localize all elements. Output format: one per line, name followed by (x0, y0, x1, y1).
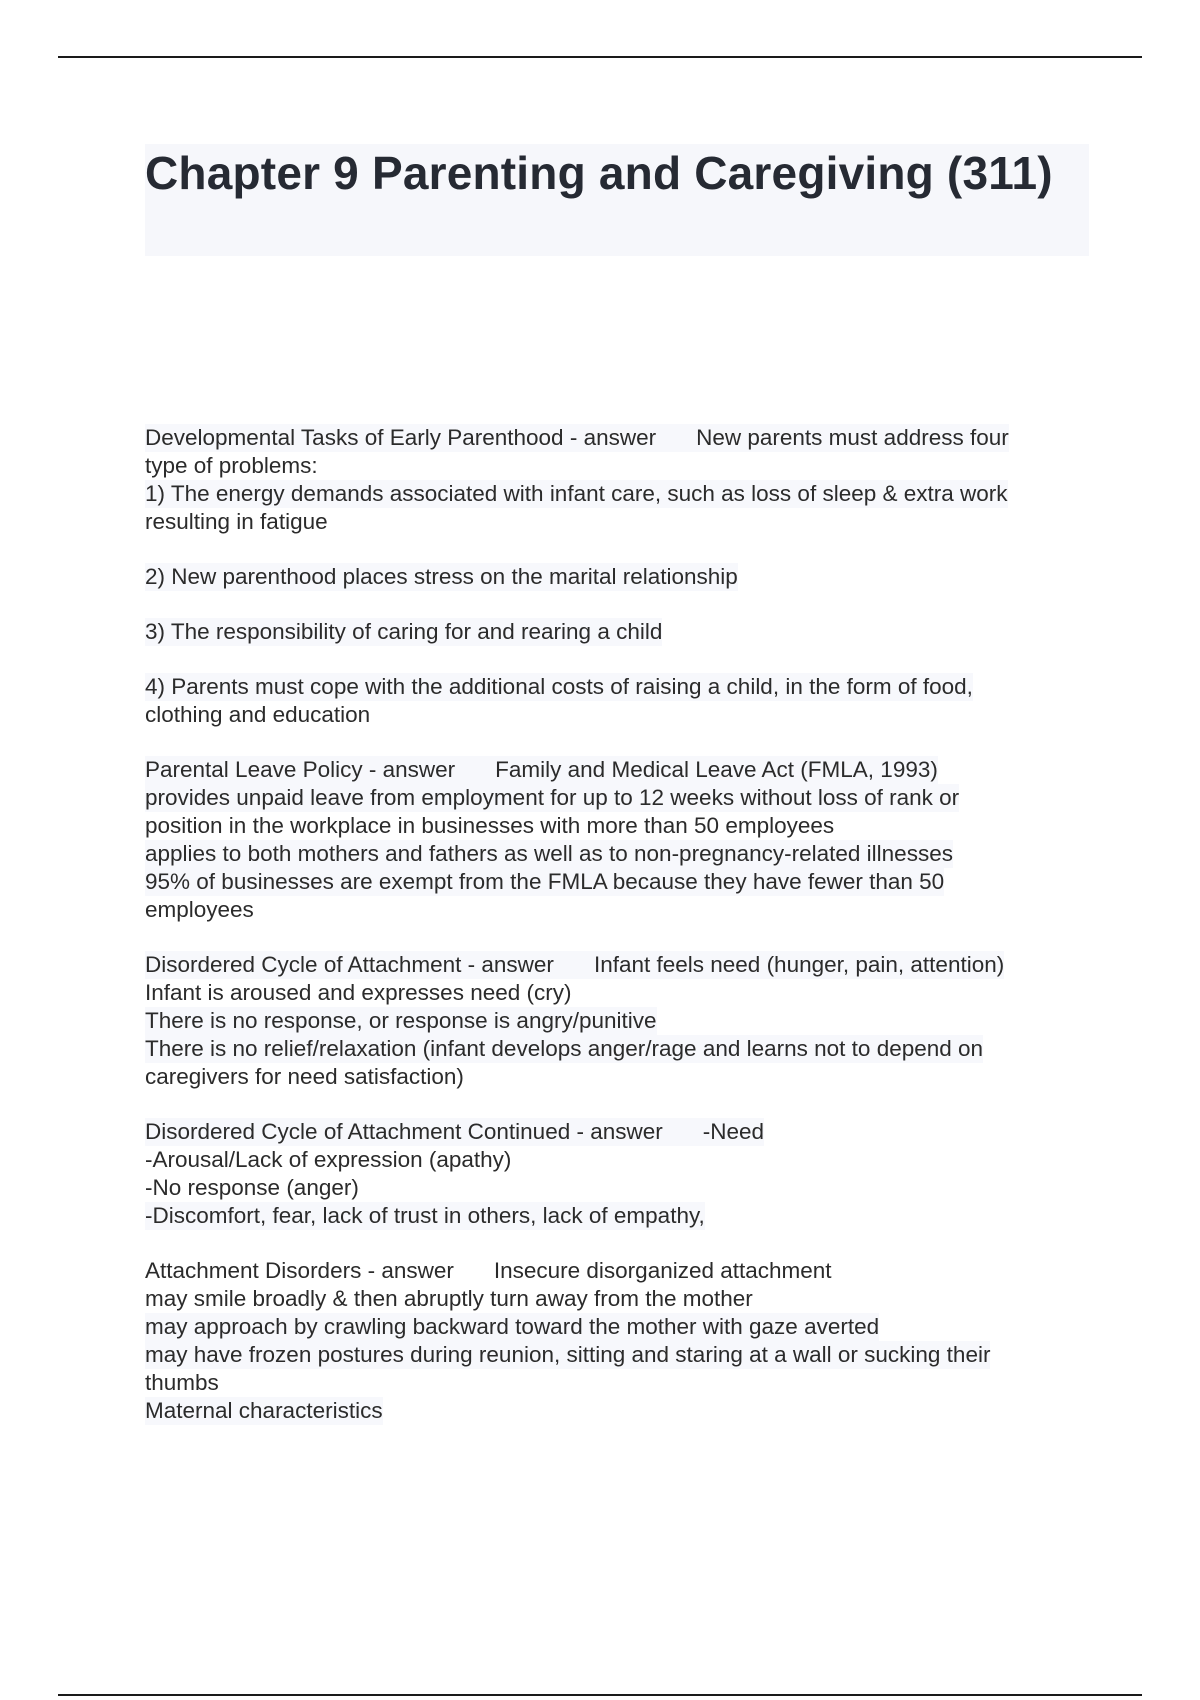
flashcard-answer-line: There is no response, or response is angry/punitive (145, 1008, 657, 1033)
flashcard-answer-line: Infant feels need (hunger, pain, attention) (593, 952, 1005, 977)
flashcard (145, 756, 1095, 924)
flashcard-answer-line: 4) Parents must cope with the additional costs of raising a child, in the form of food, (145, 674, 973, 699)
spacer (145, 646, 1095, 673)
flashcard-answer-line: 2) New parenthood places stress on the marital relationship (145, 564, 738, 589)
flashcard-first-line (145, 1118, 764, 1146)
flashcard-answer-line: position in the workplace in businesses with more than 50 employees (145, 813, 835, 838)
flashcard-answer-line: may smile broadly & then abruptly turn away from the mother (145, 1286, 753, 1311)
flashcard-term: Disordered Cycle of Attachment - answer (145, 952, 554, 977)
bottom-rule (58, 1694, 1142, 1696)
flashcard-term: Parental Leave Policy - answer (145, 757, 456, 782)
flashcard-answer-line: -Arousal/Lack of expression (apathy) (145, 1147, 512, 1172)
flashcard (145, 1257, 1095, 1425)
flashcard-first-line (145, 424, 1009, 452)
flashcard-answer-line: There is no relief/relaxation (infant develops anger/rage and learns not to depend on (145, 1036, 984, 1061)
flashcard-answer-line: Insecure disorganized attachment (493, 1258, 832, 1283)
flashcard-first-line (145, 951, 1004, 979)
flashcard-term: Disordered Cycle of Attachment Continued - answer (145, 1119, 663, 1144)
flashcard-answer-line: type of problems: (145, 453, 318, 478)
flashcard-answer-line: -Need (702, 1119, 765, 1144)
flashcard-answer-line: Infant is aroused and expresses need (cry) (145, 980, 572, 1005)
flashcard-answer-line: applies to both mothers and fathers as well as to non-pregnancy-related illnesses (145, 841, 953, 866)
flashcard-answer-line: New parents must address four (696, 425, 1009, 450)
flashcard-answer-line: Maternal characteristics (145, 1398, 383, 1423)
flashcard-answer-line: may have frozen postures during reunion, sitting and staring at a wall or sucking their (145, 1342, 991, 1367)
flashcard-term: Attachment Disorders - answer (145, 1258, 454, 1283)
flashcard-answer-line: 3) The responsibility of caring for and rearing a child (145, 619, 663, 644)
page-title: Chapter 9 Parenting and Caregiving (311) (145, 147, 1053, 199)
flashcard-answer-line: Family and Medical Leave Act (FMLA, 1993) (495, 757, 938, 782)
flashcard-answer-line: 95% of businesses are exempt from the FMLA because they have fewer than 50 (145, 869, 945, 894)
flashcard-first-line (145, 1257, 1095, 1285)
flashcard (145, 1118, 1095, 1230)
flashcard-answer-line: -Discomfort, fear, lack of trust in others, lack of empathy, (145, 1203, 705, 1228)
flashcard-answer-line: employees (145, 897, 254, 922)
flashcard-list (145, 424, 1095, 1452)
flashcard-answer-line: resulting in fatigue (145, 509, 328, 534)
spacer (145, 536, 1095, 563)
flashcard-answer-line: provides unpaid leave from employment for up to 12 weeks without loss of rank or (145, 785, 960, 810)
flashcard-answer-line: thumbs (145, 1370, 219, 1395)
flashcard-answer-line: 1) The energy demands associated with infant care, such as loss of sleep & extra work (145, 481, 1008, 506)
flashcard-first-line (145, 756, 938, 784)
title-block (145, 144, 1089, 256)
flashcard-answer-line: caregivers for need satisfaction) (145, 1064, 464, 1089)
spacer (145, 591, 1095, 618)
top-rule (58, 56, 1142, 58)
flashcard-answer-line: clothing and education (145, 702, 371, 727)
flashcard (145, 424, 1095, 729)
flashcard-answer-line: may approach by crawling backward toward the mother with gaze averted (145, 1314, 880, 1339)
flashcard (145, 951, 1095, 1091)
flashcard-term: Developmental Tasks of Early Parenthood - answer (145, 425, 657, 450)
flashcard-answer-line: -No response (anger) (145, 1175, 359, 1200)
